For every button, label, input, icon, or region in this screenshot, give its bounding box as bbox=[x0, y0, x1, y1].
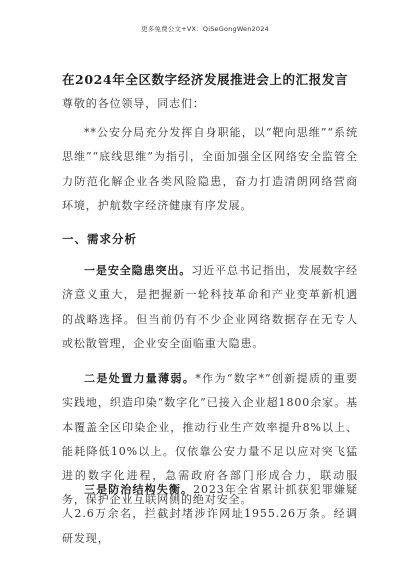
paragraph-lead: 三是防治结构失衡。 bbox=[84, 483, 194, 496]
paragraph-text: 2023年全省累计抓获犯罪嫌疑人2.6万余名，拦截封堵涉诈网址1955.26万条。经调研发现， bbox=[62, 483, 358, 545]
header-note: 更多免费公文+VX：QiSeGongWen2024 bbox=[141, 25, 269, 33]
paragraph-lead: 二是处置力量薄弱。 bbox=[84, 372, 196, 385]
paragraph-text: 习近平总书记指出，发展数字经济意义重大，是把握新一轮科技革命和产业变革新机遇的战略选择。但当前仍有不少企业网络数据存在无专人或松散管理，企业安全面临重大隐患。 bbox=[62, 264, 358, 350]
paragraph-text: *作为“数字*”创新提质的重要实践地，织造印染“数字化”已接入企业超1800余家。基本覆盖全区印染企业，推动行业生产效率提升8%以上、能耗降低10%以上。仅依靠公安力量不足以应对突飞猛进的数字化进程，急需政府各部门形成合力，联动服务，保护企业互联网侧的绝对安全。 bbox=[62, 372, 358, 507]
section-heading: 一、需求分析 bbox=[62, 232, 137, 246]
paragraph-structure-imbalance bbox=[62, 478, 358, 551]
intro-paragraph: **公安分局充分发挥自身职能，以“靶向思维”“系统思维”“底线思维”为指引，全面加强全区网络安全监管全力防范化解企业各类风险隐患，奋力打造清朗网络营商环境，护航数字经济健康有序发展。 bbox=[62, 126, 358, 212]
paragraph-lead: 一是安全隐患突出。 bbox=[84, 264, 192, 277]
paragraph-security-risk bbox=[62, 259, 358, 356]
salutation: 尊敬的各位领导，同志们： bbox=[62, 97, 205, 110]
document-title: 在2024年全区数字经济发展推进会上的汇报发言 bbox=[61, 72, 349, 87]
